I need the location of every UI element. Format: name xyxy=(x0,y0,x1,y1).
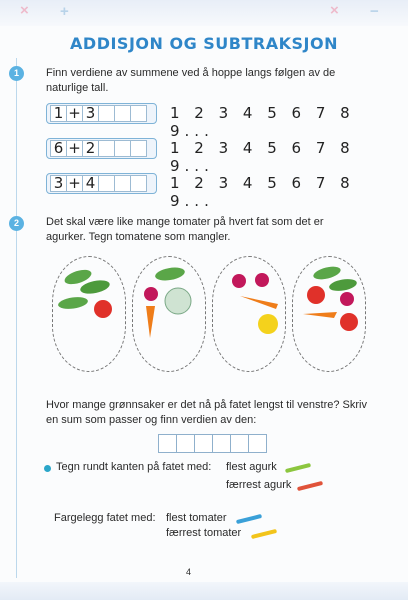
color-least-label: færrest tomater xyxy=(166,527,242,539)
answer-cell[interactable] xyxy=(194,434,213,453)
radish-icon xyxy=(144,287,158,301)
task2-text-line2: agurker. Tegn tomatene som mangler. xyxy=(46,231,231,243)
number-sequence: 1 2 3 4 5 6 7 8 9... xyxy=(170,104,355,140)
task-number-badge: 2 xyxy=(9,216,24,231)
circle-most-label: flest agurk xyxy=(226,461,277,473)
sum-cell-a: 3 xyxy=(50,175,67,192)
sum-cell-b: 2 xyxy=(82,140,99,157)
circle-least-label: færrest agurk xyxy=(226,479,292,491)
number-sequence: 1 2 3 4 5 6 7 8 9... xyxy=(170,174,355,210)
task2-text-line1: Det skal være like mange tomater på hvert fat som det er xyxy=(46,216,324,228)
answer-cell[interactable] xyxy=(230,434,249,453)
decor-digit: + xyxy=(60,3,69,20)
tomato-icon xyxy=(340,313,358,331)
task1-text-line1: Finn verdiene av summene ved å hoppe langs følgen av de xyxy=(46,67,336,79)
cucumber-icon xyxy=(328,277,357,293)
sum-cell-a: 6 xyxy=(50,140,67,157)
page-number: 4 xyxy=(186,567,192,577)
sum-cell-op: + xyxy=(66,105,83,122)
sum-cell-op: + xyxy=(66,140,83,157)
cucumber-icon xyxy=(57,295,88,310)
sum-cell-b: 3 xyxy=(82,105,99,122)
carrot-icon xyxy=(240,296,278,309)
task-number-badge: 1 xyxy=(9,66,24,81)
color-instruction: Fargelegg fatet med: xyxy=(54,512,156,524)
number-sequence: 1 2 3 4 5 6 7 8 9... xyxy=(170,139,355,175)
bullet-dot xyxy=(44,465,51,472)
bottom-decoration-band xyxy=(0,582,408,600)
task1-text-line2: naturlige tall. xyxy=(46,82,109,94)
radish-icon xyxy=(232,274,246,288)
question-line1: Hvor mange grønnsaker er det nå på fatet lengst til venstre? Skriv xyxy=(46,399,367,411)
cucumber-icon xyxy=(312,264,342,281)
sum-cell-op: + xyxy=(66,175,83,192)
decor-digit: × xyxy=(330,2,339,19)
answer-cell[interactable] xyxy=(248,434,267,453)
radish-icon xyxy=(340,292,354,306)
circle-instruction: Tegn rundt kanten på fatet med: xyxy=(56,461,212,473)
answer-cell[interactable] xyxy=(212,434,231,453)
page-title: ADDISJON OG SUBTRAKSJON xyxy=(70,34,338,53)
radish-icon xyxy=(255,273,269,287)
decor-digit: − xyxy=(370,3,379,20)
red-pencil-icon xyxy=(297,481,323,491)
green-pencil-icon xyxy=(285,463,311,473)
carrot-icon xyxy=(146,306,155,338)
blue-pencil-icon xyxy=(236,514,262,524)
color-most-label: flest tomater xyxy=(166,512,227,524)
cucumber-icon xyxy=(154,265,186,282)
answer-boxes xyxy=(158,434,266,453)
cabbage-icon xyxy=(165,288,191,314)
answer-cell[interactable] xyxy=(158,434,177,453)
tomato-icon xyxy=(94,300,112,318)
question-line2: en sum som passer og finn verdien av den: xyxy=(46,414,257,426)
decor-digit: × xyxy=(20,2,29,19)
sum-cell-a: 1 xyxy=(50,105,67,122)
yellow-pencil-icon xyxy=(251,529,277,539)
sum-cell-b: 4 xyxy=(82,175,99,192)
pepper-icon xyxy=(258,314,278,334)
carrot-icon xyxy=(303,312,337,318)
tomato-icon xyxy=(307,286,325,304)
answer-cell[interactable] xyxy=(176,434,195,453)
